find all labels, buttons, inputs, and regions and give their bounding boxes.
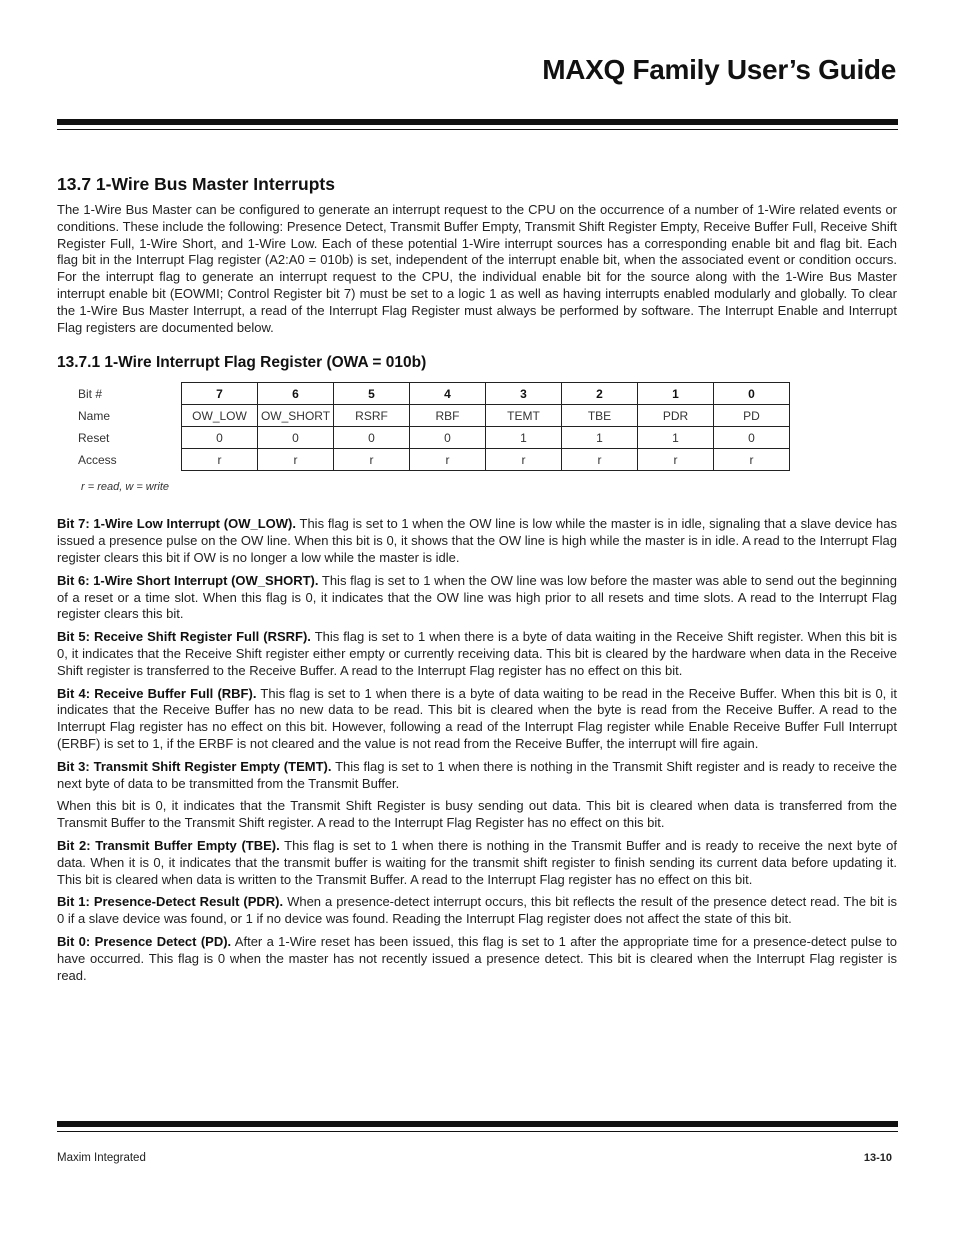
bit-description-text: This flag is set to 1 when the OW line was low before the master was able to send out the beginning of a reset or a time slot. When this flag is 0, it indicates that the OW line was high prior to all resets and time slots. A read to the Interrupt Flag register clears this bit. [57, 572, 898, 622]
bit-description [57, 516, 897, 566]
bit-description-text: This flag is set to 1 when there is a byte of data waiting in the Receive Shift register. When this bit is 0, it indicates that the Receive Shift register either empty or currently receiving data. This bit is cleared by the hardware when data in the Receive Shift register is transferred to the Receive Buffer. A read to the Interrupt Flag register has no effect on this bit. [57, 629, 897, 678]
register-reset-row [78, 427, 790, 449]
access-cell: r [258, 449, 334, 471]
bit-description [57, 798, 897, 832]
reset-value-cell: 1 [486, 427, 562, 449]
document-title: MAXQ Family User’s Guide [542, 54, 896, 85]
bit-description-title: Bit 5: Receive Shift Register Full (RSRF). [57, 629, 311, 645]
bit-description-text: This flag is set to 1 when the OW line is low while the master is in idle, signaling that a slave device has issued a presence pulse on the OW line. When this bit is 0, it shows that the OW line is high while the master is in idle. A read to the Interrupt Flag register clears this bit if OW is no longer a low while the master is idle. [57, 516, 898, 565]
bit-description [57, 894, 897, 928]
access-cell: r [410, 449, 486, 471]
bit-number-cell: 2 [562, 383, 638, 405]
bit-description [57, 573, 897, 623]
reset-value-cell: 0 [714, 427, 790, 449]
header-rule-thick [57, 119, 898, 125]
access-cell: r [562, 449, 638, 471]
bit-description [57, 629, 897, 679]
access-cell: r [182, 449, 258, 471]
row-label-access: Access [78, 452, 117, 467]
bit-name-cell: OW_LOW [182, 405, 258, 427]
row-label-reset: Reset [78, 430, 110, 445]
section-heading: 13.7 1-Wire Bus Master Interrupts [57, 174, 335, 194]
bit-description-text: This flag is set to 1 when there is nothing in the Transmit Buffer and is ready to receive the next byte of data. When it is 0, it indicates that the transmit buffer is waiting for the transmit shift register to finish sending its current data before updating it. This bit is cleared when data is written to the Transmit Buffer. A read to the Interrupt Flag register has no effect on this bit. [57, 837, 897, 887]
bit-number-cell: 1 [638, 383, 714, 405]
row-label-name: Name [78, 408, 111, 423]
bit-description-text: When a presence-detect interrupt occurs, this bit reflects the result of the presence detect read. The bit is 0 if a slave device was found, or 1 if no device was found. Reading the Interrupt Flag register does not affect the state of this bit. [57, 894, 897, 927]
access-cell: r [714, 449, 790, 471]
bit-name-cell: TBE [562, 405, 638, 427]
bit-number-cell: 3 [486, 383, 562, 405]
register-heading: 13.7.1 1-Wire Interrupt Flag Register (OWA = 010b) [57, 354, 427, 372]
bit-number-cell: 5 [334, 383, 410, 405]
access-cell: r [486, 449, 562, 471]
reset-value-cell: 0 [410, 427, 486, 449]
bit-description-text: After a 1-Wire reset has been issued, this flag is set to 1 after the appropriate time for a presence-detect pulse to have occurred. This flag is 0 when the master has not recently issued a presence detect. This bit is cleared when the Interrupt Flag register is read. [57, 933, 897, 983]
bit-descriptions [57, 516, 897, 984]
access-legend: r = read, w = write [81, 481, 170, 494]
bit-name-cell: PDR [638, 405, 714, 427]
bit-description [57, 759, 897, 793]
header-rule-thin [57, 129, 898, 130]
bit-description-title: Bit 3: Transmit Shift Register Empty (TEMT). [57, 758, 332, 774]
bit-name-cell: TEMT [486, 405, 562, 427]
bit-description-title: Bit 6: 1-Wire Short Interrupt (OW_SHORT). [57, 572, 319, 588]
bit-name-cell: RBF [410, 405, 486, 427]
reset-value-cell: 1 [562, 427, 638, 449]
row-label-bit: Bit # [78, 386, 103, 401]
bit-description-title: Bit 1: Presence-Detect Result (PDR). [57, 894, 284, 910]
bit-name-cell: PD [714, 405, 790, 427]
section-intro: The 1-Wire Bus Master can be configured to generate an interrupt request to the CPU on the occurrence of a number of 1-Wire related events or conditions. These include the following: Presence Detect, Transmit Buffer Empty, Transmit Shift Register Empty, Receive Buffer Full, Receive Shift Register Full, 1-Wire Short, and 1-Wire Low. Each of these potential 1-Wire interrupt sources has a corresponding enable bit and flag bit. Each flag bit in the Interrupt Flag register (A2:A0 = 010b) is set, independent of the interrupt enable bit, when the associated event or condition occurs. For the interrupt flag to generate an interrupt request to the CPU, the individual enable bit for the source along with the 1-Wire Bus Master interrupt enable bit (EOWMI; Control Register bit 7) must be set to a logic 1 as well as having interrupts enabled modularly and globally. To clear the 1-Wire Bus Master Interrupt, a read of the Interrupt Flag Register must always be performed by software. The Interrupt Enable and Interrupt Flag registers are documented below. [57, 202, 897, 335]
reset-value-cell: 1 [638, 427, 714, 449]
bit-number-cell: 4 [410, 383, 486, 405]
footer-rule-thin [57, 1131, 898, 1132]
bit-description-title: Bit 0: Presence Detect (PD). [57, 933, 232, 949]
bit-name-cell: RSRF [334, 405, 410, 427]
bit-description [57, 686, 897, 753]
page-content [57, 174, 897, 990]
bit-description-title: Bit 4: Receive Buffer Full (RBF). [57, 685, 257, 701]
bit-description-text: When this bit is 0, it indicates that the Transmit Shift Register is busy sending out data. This bit is cleared when data is transferred from the Transmit Buffer to the Transmit Shift register. A read to the Interrupt Flag Register has no effect on this bit. [57, 798, 897, 831]
access-cell: r [638, 449, 714, 471]
bit-number-cell: 0 [714, 383, 790, 405]
access-cell: r [334, 449, 410, 471]
register-table [78, 382, 790, 471]
reset-value-cell: 0 [334, 427, 410, 449]
bit-description [57, 934, 897, 984]
bit-description-title: Bit 2: Transmit Buffer Empty (TBE). [57, 837, 280, 853]
bit-description-text: This flag is set to 1 when there is nothing in the Transmit Shift register and is ready to receive the next byte of data to be transmitted from the Transmit Buffer. [57, 758, 897, 791]
register-name-row [78, 405, 790, 427]
bit-number-cell: 7 [182, 383, 258, 405]
bit-name-cell: OW_SHORT [258, 405, 334, 427]
bit-description-title: Bit 7: 1-Wire Low Interrupt (OW_LOW). [57, 516, 296, 532]
footer-rule-thick [57, 1121, 898, 1127]
bit-description [57, 838, 897, 888]
reset-value-cell: 0 [258, 427, 334, 449]
bit-description-text: This flag is set to 1 when there is a byte of data waiting to be read in the Receive Buffer. When this bit is 0, it indicates that the Receive Buffer has no new data to be read. This bit is cleared when the byte is read from the Receive Buffer. A read to the Interrupt Flag register has no effect on this bit. However, following a read of the Interrupt Flag register while Enable Receive Buffer Full Interrupt (ERBF) is set to 1, if the ERBF is not cleared and the value is not read from the Receive Buffer, the interrupt will fire again. [57, 685, 897, 751]
register-bit-row [78, 383, 790, 405]
register-access-row [78, 449, 790, 471]
bit-number-cell: 6 [258, 383, 334, 405]
page-number: 13-10 [863, 1152, 892, 1164]
reset-value-cell: 0 [182, 427, 258, 449]
footer-company: Maxim Integrated [57, 1152, 146, 1164]
